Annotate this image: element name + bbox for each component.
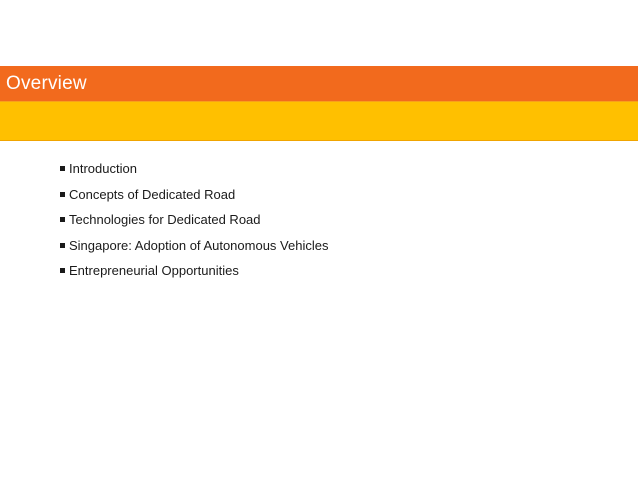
bullet-item <box>60 258 328 284</box>
bullet-item <box>60 182 328 208</box>
square-bullet-icon <box>60 192 65 197</box>
bullet-item <box>60 233 328 259</box>
bullet-list <box>60 156 328 284</box>
bullet-text: Introduction <box>69 161 137 177</box>
bullet-text: Singapore: Adoption of Autonomous Vehicles <box>69 237 329 253</box>
slide-title: Overview <box>6 72 87 94</box>
bullet-text: Concepts of Dedicated Road <box>69 186 236 202</box>
bullet-item <box>60 156 328 182</box>
title-bar <box>0 66 638 101</box>
bullet-item <box>60 207 328 233</box>
accent-band <box>0 101 638 141</box>
square-bullet-icon <box>60 166 65 171</box>
bullet-text: Technologies for Dedicated Road <box>69 212 261 228</box>
square-bullet-icon <box>60 268 65 273</box>
bullet-text: Entrepreneurial Opportunities <box>69 263 239 279</box>
square-bullet-icon <box>60 243 65 248</box>
square-bullet-icon <box>60 217 65 222</box>
